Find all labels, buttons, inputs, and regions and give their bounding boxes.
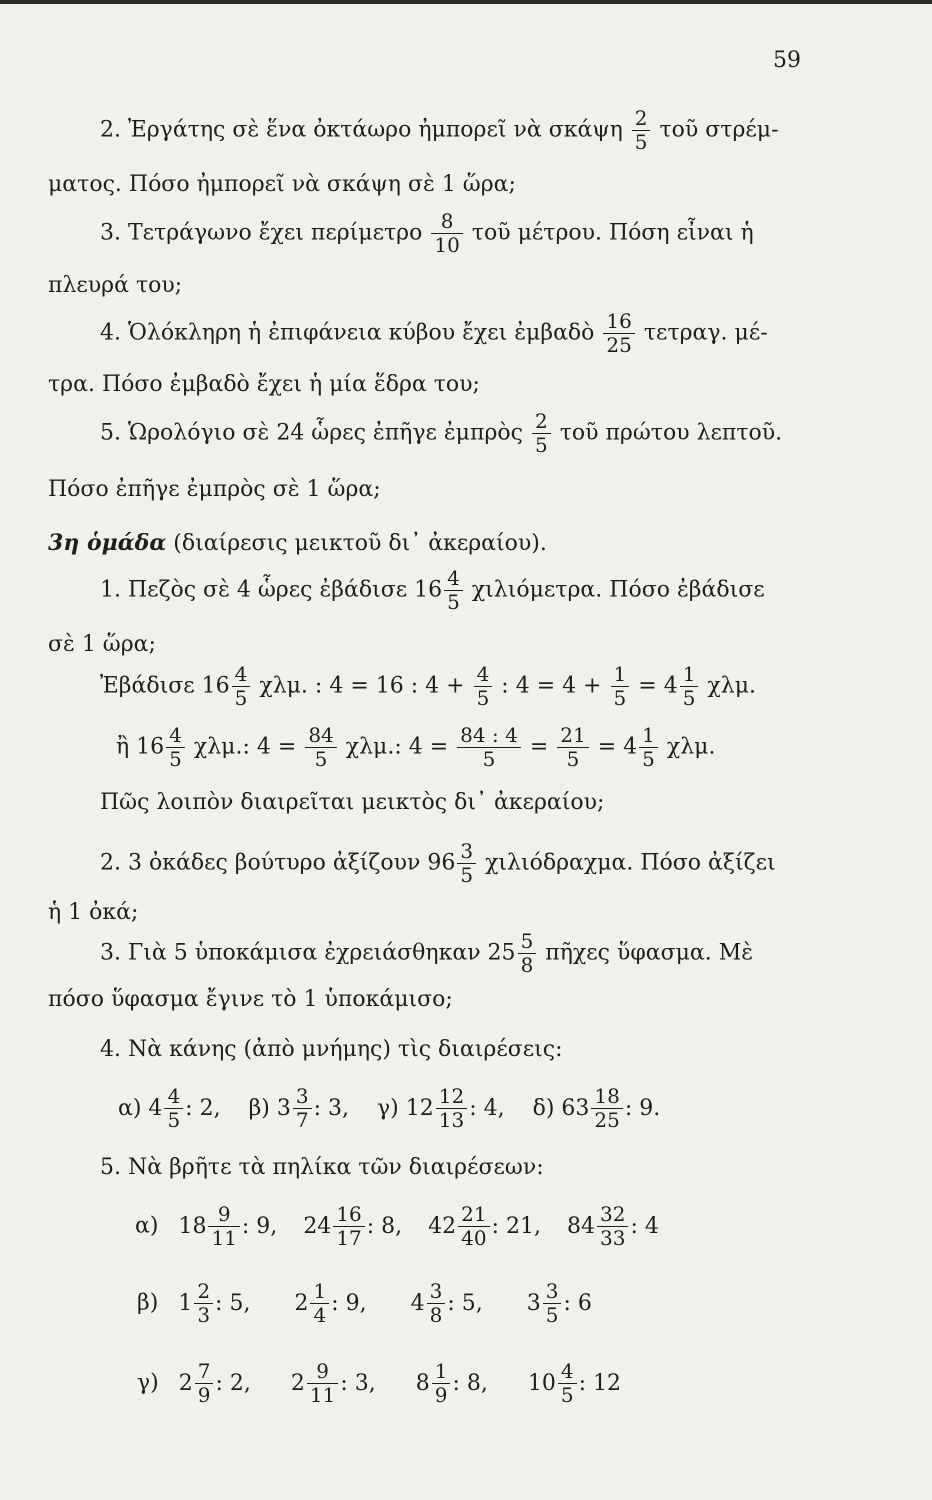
denominator: 9 (434, 1383, 448, 1407)
exercise-whole: 1 (178, 1290, 193, 1316)
exercise-label: β) 3 (248, 1095, 291, 1121)
exercise-fraction (427, 1280, 446, 1327)
numerator: 5 (518, 930, 537, 954)
exercise-divisor: : 4, (469, 1095, 505, 1121)
numerator: 1 (310, 1280, 329, 1304)
exercise-whole: 2 (178, 1370, 193, 1396)
denominator: 5 (613, 686, 627, 710)
numerator: 4 (164, 1085, 183, 1109)
numerator: 1 (639, 724, 658, 748)
question-5-row-c (137, 1360, 621, 1407)
problem-4-text-end: τετραγ. μέ- (643, 320, 768, 346)
solution-fraction (611, 663, 630, 710)
numerator: 3 (543, 1280, 562, 1304)
question-4-exercises (118, 1085, 660, 1132)
numerator: 32 (597, 1203, 628, 1227)
denominator: 8 (429, 1303, 443, 1327)
numerator: 3 (293, 1085, 312, 1109)
exercise-item (410, 1279, 483, 1327)
exercise-item (178, 1359, 251, 1407)
numerator: 16 (603, 310, 634, 334)
exercise-item (527, 1359, 622, 1407)
exercise-item (415, 1359, 488, 1407)
scan-edge (0, 0, 932, 4)
question-2-fraction (457, 840, 476, 887)
worked-solution-2 (116, 724, 715, 771)
exercise-item (178, 1202, 278, 1250)
exercise-item (118, 1084, 221, 1132)
numerator: 4 (232, 663, 251, 687)
denominator: 5 (560, 1383, 574, 1407)
denominator: 11 (309, 1383, 336, 1407)
solution-fraction (166, 724, 185, 771)
exercise-whole: 10 (527, 1370, 556, 1396)
exercise-fraction (591, 1085, 622, 1132)
exercise-divisor: : 3, (313, 1095, 350, 1121)
exercise-whole: 2 (294, 1290, 309, 1316)
exercise-fraction (164, 1085, 183, 1132)
question-5: 5. Νὰ βρῆτε τὰ πηλίκα τῶν διαιρέσεων: (100, 1155, 544, 1180)
numerator: 4 (166, 724, 185, 748)
exercise-item (567, 1202, 659, 1250)
exercise-fraction (543, 1280, 562, 1327)
solution-text: = 4 (597, 734, 638, 760)
problem-4-text: 4. Ὁλόκληρη ἡ ἐπιφάνεια κύβου ἔχει ἐμβαδὸ (100, 320, 595, 346)
problem-5 (100, 410, 782, 457)
denominator: 40 (461, 1226, 487, 1250)
denominator: 17 (336, 1226, 362, 1250)
exercise-whole: 84 (567, 1213, 596, 1239)
worked-solution-1 (100, 663, 756, 710)
exercise-whole: 2 (290, 1370, 305, 1396)
denominator: 25 (606, 333, 632, 357)
exercise-divisor: : 4 (630, 1213, 659, 1239)
solution-text: χλμ.: 4 = (345, 734, 449, 760)
solution-fraction (232, 663, 251, 710)
question-3-continuation: πόσο ὕφασμα ἔγινε τὸ 1 ὑποκάμισο; (48, 987, 453, 1012)
denominator: 5 (682, 686, 696, 710)
numerator: 1 (611, 663, 630, 687)
exercise-label: α) 4 (118, 1095, 163, 1121)
denominator: 5 (447, 590, 460, 614)
problem-4-fraction (603, 310, 634, 357)
problem-3-text: 3. Τετράγωνο ἔχει περίμετρο (100, 220, 423, 246)
question-3 (100, 930, 753, 977)
exercise-item (532, 1084, 661, 1132)
solution-text: : 4 = 4 + (501, 673, 602, 699)
numerator: 21 (557, 724, 588, 748)
numerator: 1 (680, 663, 699, 687)
exercise-item (294, 1279, 367, 1327)
problem-3-fraction (431, 210, 462, 257)
numerator: 3 (457, 840, 476, 864)
denominator: 3 (197, 1303, 211, 1327)
exercise-divisor: : 9, (331, 1290, 367, 1316)
question-3-fraction (518, 930, 537, 977)
exercise-divisor: : 8, (452, 1370, 488, 1396)
exercise-fraction (458, 1203, 489, 1250)
exercise-whole: 8 (415, 1370, 430, 1396)
exercise-fraction (307, 1360, 338, 1407)
solution-text: = 4 (638, 673, 678, 699)
denominator: 5 (167, 1108, 181, 1132)
denominator: 5 (545, 1303, 559, 1327)
numerator: 4 (444, 567, 463, 591)
denominator: 25 (594, 1108, 620, 1132)
solution-text: ἢ 16 (116, 734, 165, 760)
problem-2-text-end: τοῦ στρέμ- (659, 117, 779, 143)
numerator: 84 (305, 724, 336, 748)
exercise-item (428, 1202, 542, 1250)
exercise-item (303, 1202, 403, 1250)
question-5-row-b (137, 1280, 592, 1327)
denominator: 5 (642, 747, 655, 771)
numerator: 16 (333, 1203, 364, 1227)
question-1-text-end: χιλιόμετρα. Πόσο ἐβάδισε (471, 577, 765, 603)
exercise-fraction (293, 1085, 312, 1132)
row-label: α) (135, 1213, 159, 1239)
numerator: 4 (558, 1360, 577, 1384)
solution-fraction (305, 724, 336, 771)
exercise-divisor: : 2, (185, 1095, 221, 1121)
problem-3-continuation: πλευρά του; (48, 273, 183, 298)
numerator: 18 (591, 1085, 622, 1109)
numerator: 84 : 4 (457, 724, 521, 748)
exercise-divisor: : 21, (491, 1213, 542, 1239)
denominator: 4 (313, 1303, 327, 1327)
solution-text: χλμ. (666, 734, 716, 760)
denominator: 5 (566, 747, 580, 771)
denominator: 5 (460, 863, 474, 887)
exercise-fraction (208, 1203, 239, 1250)
exercise-item (178, 1279, 251, 1327)
solution-text: χλμ.: 4 = (193, 734, 297, 760)
question-4: 4. Νὰ κάνης (ἀπὸ μνήμης) τὶς διαιρέσεις: (100, 1037, 563, 1062)
problem-4 (100, 310, 768, 357)
question-2-text-end: χιλιόδραχμα. Πόσο ἀξίζει (485, 850, 776, 876)
exercise-whole: 3 (526, 1290, 541, 1316)
solution-text: Ἐβάδισε 16 (100, 673, 230, 699)
page-number: 59 (773, 48, 801, 73)
exercise-fraction (195, 1360, 214, 1407)
question-3-text-end: πῆχες ὕφασμα. Μὲ (545, 940, 754, 966)
numerator: 3 (427, 1280, 446, 1304)
exercise-item (526, 1279, 592, 1327)
row-label: β) (137, 1290, 159, 1316)
exercise-whole: 18 (178, 1213, 207, 1239)
solution-fraction (457, 724, 521, 771)
numerator: 2 (532, 410, 551, 434)
section-title: 3η ὁμάδα (48, 530, 167, 556)
denominator: 33 (600, 1226, 626, 1250)
question-1-text: 1. Πεζὸς σὲ 4 ὧρες ἐβάδισε 16 (100, 577, 443, 603)
exercise-divisor: : 9, (241, 1213, 278, 1239)
question-5-row-a (135, 1203, 659, 1250)
problem-5-continuation: Πόσο ἐπῆγε ἐμπρὸς σὲ 1 ὥρα; (48, 477, 381, 502)
question-1-fraction (444, 567, 463, 614)
problem-3-text-end: τοῦ μέτρου. Πόση εἶναι ἡ (471, 220, 754, 246)
denominator: 5 (476, 686, 490, 710)
exercise-label: γ) 12 (377, 1095, 434, 1121)
problem-2 (100, 107, 779, 154)
exercise-divisor: : 3, (340, 1370, 376, 1396)
question-2-continuation: ἡ 1 ὀκά; (48, 900, 139, 925)
numerator: 8 (431, 210, 462, 234)
denominator: 5 (234, 686, 248, 710)
exercise-fraction (194, 1280, 213, 1327)
denominator: 5 (314, 747, 328, 771)
exercise-divisor: : 2, (215, 1370, 251, 1396)
denominator: 11 (211, 1226, 237, 1250)
exercise-fraction (597, 1203, 628, 1250)
solution-fraction (474, 663, 493, 710)
numerator: 9 (307, 1360, 338, 1384)
numerator: 1 (432, 1360, 451, 1384)
exercise-whole: 24 (303, 1213, 332, 1239)
numerator: 12 (436, 1085, 467, 1109)
exercise-divisor: : 8, (366, 1213, 403, 1239)
exercise-label: δ) 63 (532, 1095, 590, 1121)
solution-text: χλμ. : 4 = 16 : 4 + (259, 673, 465, 699)
question-2 (100, 840, 776, 887)
problem-5-text-end: τοῦ πρώτου λεπτοῦ. (559, 420, 783, 446)
exercise-item (290, 1359, 376, 1407)
denominator: 5 (169, 747, 182, 771)
exercise-item (377, 1084, 505, 1132)
section-subtitle: (διαίρεσις μεικτοῦ δι᾽ ἀκεραίου). (173, 531, 547, 556)
exercise-fraction (436, 1085, 467, 1132)
denominator: 9 (197, 1383, 211, 1407)
numerator: 9 (208, 1203, 239, 1227)
exercise-divisor: : 5, (447, 1290, 483, 1316)
problem-2-continuation: ματος. Πόσο ἠμπορεῖ νὰ σκάψη σὲ 1 ὥρα; (48, 172, 516, 197)
exercise-divisor: : 5, (215, 1290, 251, 1316)
problem-5-fraction (532, 410, 551, 457)
exercise-divisor: : 6 (563, 1290, 592, 1316)
question-1 (100, 567, 765, 614)
row-label: γ) (137, 1370, 159, 1396)
numerator: 7 (195, 1360, 214, 1384)
solution-fraction (639, 724, 658, 771)
solution-text: χλμ. (707, 673, 757, 699)
denominator: 10 (434, 233, 460, 257)
solution-text: = (529, 734, 549, 760)
exercise-fraction (432, 1360, 451, 1407)
denominator: 8 (520, 953, 534, 977)
problem-4-continuation: τρα. Πόσο ἐμβαδὸ ἔχει ἡ μία ἕδρα του; (48, 372, 480, 397)
numerator: 4 (474, 663, 493, 687)
section-heading (48, 530, 547, 557)
problem-2-text: 2. Ἐργάτης σὲ ἕνα ὀκτάωρο ἠμπορεῖ νὰ σκάψη (100, 117, 623, 143)
denominator: 7 (295, 1108, 309, 1132)
exercise-fraction (558, 1360, 577, 1407)
exercise-whole: 42 (428, 1213, 457, 1239)
problem-5-text: 5. Ὡρολόγιο σὲ 24 ὧρες ἐπῆγε ἐμπρὸς (100, 420, 523, 446)
denominator: 5 (534, 433, 548, 457)
denominator: 5 (634, 130, 648, 154)
problem-3 (100, 210, 754, 257)
question-1-continuation: σὲ 1 ὥρα; (48, 632, 156, 657)
problem-2-fraction (632, 107, 651, 154)
exercise-whole: 4 (410, 1290, 425, 1316)
exercise-divisor: : 12 (578, 1370, 622, 1396)
question-2-text: 2. 3 ὀκάδες βούτυρο ἀξίζουν 96 (100, 850, 456, 876)
exercise-fraction (310, 1280, 329, 1327)
exercise-fraction (333, 1203, 364, 1250)
solution-fraction (680, 663, 699, 710)
numerator: 2 (194, 1280, 213, 1304)
numerator: 2 (632, 107, 651, 131)
numerator: 21 (458, 1203, 489, 1227)
denominator: 5 (482, 747, 496, 771)
rule-question: Πῶς λοιπὸν διαιρεῖται μεικτὸς δι᾽ ἀκεραίου; (100, 790, 605, 815)
solution-fraction (557, 724, 588, 771)
exercise-item (248, 1084, 350, 1132)
question-3-text: 3. Γιὰ 5 ὑποκάμισα ἐχρειάσθηκαν 25 (100, 940, 516, 966)
exercise-divisor: : 9. (624, 1095, 661, 1121)
denominator: 13 (438, 1108, 465, 1132)
